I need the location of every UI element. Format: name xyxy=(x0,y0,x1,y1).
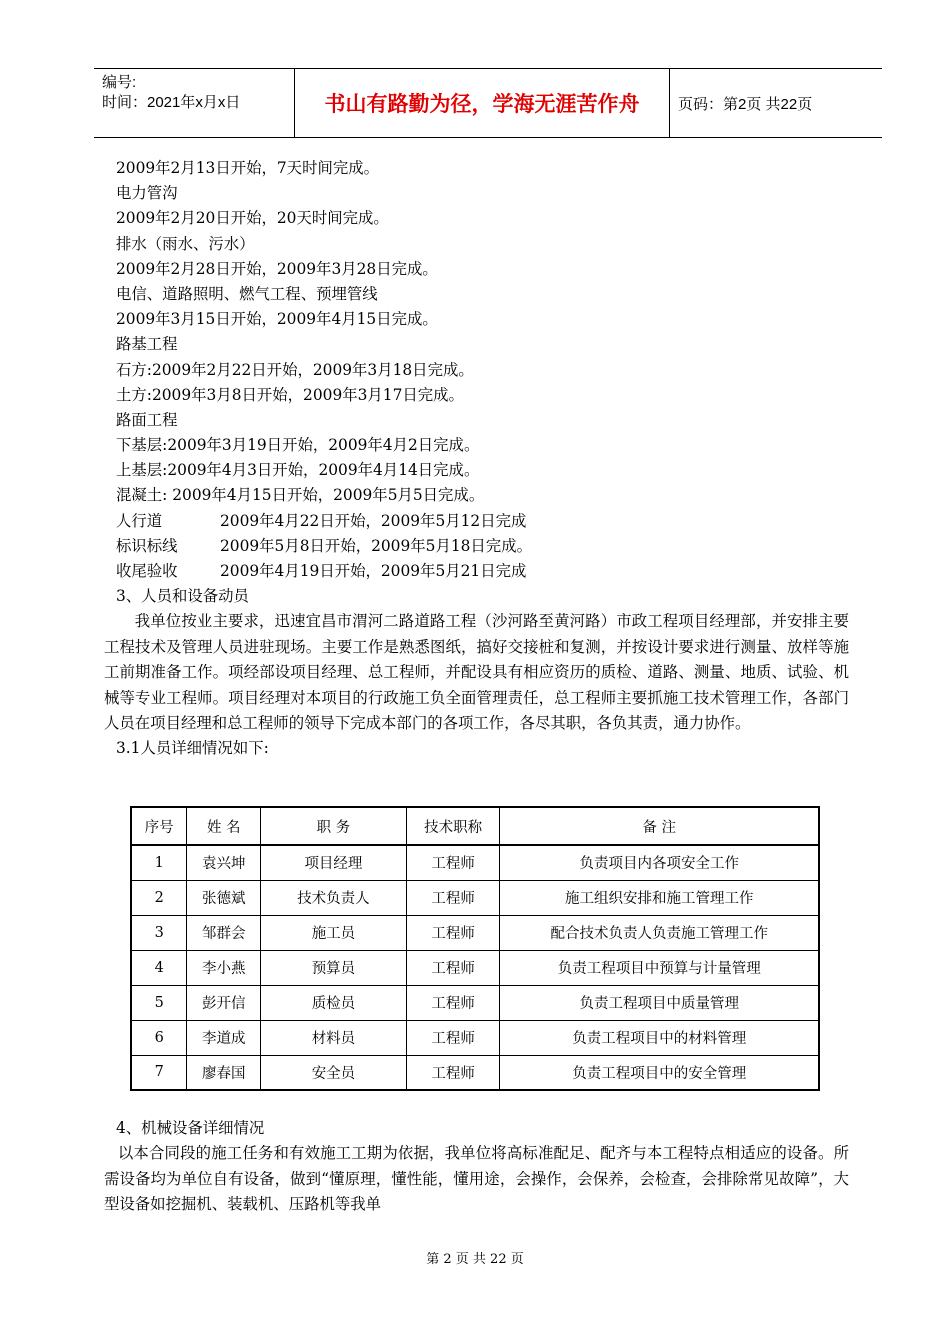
cell-name: 李道成 xyxy=(187,1020,261,1055)
schedule-line: 电信、道路照明、燃气工程、预埋管线 xyxy=(116,284,378,303)
cell-title: 工程师 xyxy=(406,880,500,915)
cell-name: 彭开信 xyxy=(187,985,261,1020)
cell-name: 袁兴坤 xyxy=(187,845,261,880)
sub-heading: 3.1人员详细情况如下: xyxy=(116,739,269,758)
cell-position: 施工员 xyxy=(261,915,407,950)
staff-table xyxy=(130,806,820,1091)
schedule-line: 混凝土: 2009年4月15日开始，2009年5月5日完成。 xyxy=(116,486,485,505)
schedule-item-text: 2009年4月22日开始，2009年5月12日完成 xyxy=(220,511,527,530)
cell-position: 安全员 xyxy=(261,1055,407,1090)
header-page-info: 页码：第2页 共22页 xyxy=(678,95,813,113)
cell-remarks: 负责工程项目中质量管理 xyxy=(500,985,819,1020)
cell-title: 工程师 xyxy=(406,950,500,985)
schedule-item-text: 2009年4月19日开始，2009年5月21日完成 xyxy=(220,562,527,580)
schedule-item xyxy=(104,509,849,534)
schedule-line: 2009年2月20日开始，20天时间完成。 xyxy=(116,209,389,228)
cell-name: 张德斌 xyxy=(187,880,261,915)
column-header-index: 序号 xyxy=(131,807,187,845)
document-number-label: 编号: xyxy=(102,74,137,91)
cell-index: 5 xyxy=(131,985,187,1020)
header-meta xyxy=(102,73,240,113)
header-motto: 书山有路勤为径，学海无涯苦作舟 xyxy=(324,92,640,116)
column-header-remarks: 备 注 xyxy=(500,807,819,845)
schedule-line: 下基层:2009年3月19日开始，2009年4月2日完成。 xyxy=(116,436,480,455)
page-header xyxy=(94,68,882,138)
cell-remarks: 负责项目内各项安全工作 xyxy=(500,845,819,880)
page-footer: 第 2 页 共 22 页 xyxy=(426,1252,524,1267)
cell-index: 6 xyxy=(131,1020,187,1055)
cell-position: 预算员 xyxy=(261,950,407,985)
schedule-line: 石方:2009年2月22日开始，2009年3月18日完成。 xyxy=(116,360,474,379)
schedule-line: 2009年2月13日开始，7天时间完成。 xyxy=(116,159,380,177)
schedule-item-label: 标识标线 xyxy=(116,536,178,555)
cell-name: 廖春国 xyxy=(187,1055,261,1090)
document-time-label: 时间：2021年x月x日 xyxy=(102,94,241,111)
cell-name: 邹群会 xyxy=(187,915,261,950)
schedule-line: 2009年2月28日开始，2009年3月28日完成。 xyxy=(116,259,438,278)
column-header-title: 技术职称 xyxy=(406,807,500,845)
cell-remarks: 负责工程项目中的安全管理 xyxy=(500,1055,819,1090)
schedule-item-label: 收尾验收 xyxy=(116,562,178,580)
table-row xyxy=(131,1055,819,1090)
schedule-line: 上基层:2009年4月3日开始，2009年4月14日完成。 xyxy=(116,461,480,480)
column-header-position: 职 务 xyxy=(261,807,407,845)
cell-title: 工程师 xyxy=(406,1020,500,1055)
cell-remarks: 配合技术负责人负责施工管理工作 xyxy=(500,915,819,950)
cell-position: 技术负责人 xyxy=(261,880,407,915)
cell-title: 工程师 xyxy=(406,915,500,950)
cell-index: 4 xyxy=(131,950,187,985)
schedule-line: 电力管沟 xyxy=(116,184,178,203)
table-row xyxy=(131,950,819,985)
document-body xyxy=(104,156,849,762)
header-divider xyxy=(669,69,670,137)
cell-title: 工程师 xyxy=(406,985,500,1020)
header-divider xyxy=(294,69,295,137)
schedule-item xyxy=(104,534,849,559)
cell-position: 质检员 xyxy=(261,985,407,1020)
cell-index: 3 xyxy=(131,915,187,950)
cell-remarks: 负责工程项目中预算与计量管理 xyxy=(500,950,819,985)
cell-title: 工程师 xyxy=(406,845,500,880)
cell-index: 1 xyxy=(131,845,187,880)
schedule-item-label: 人行道 xyxy=(116,511,163,530)
column-header-name: 姓 名 xyxy=(187,807,261,845)
cell-index: 7 xyxy=(131,1055,187,1090)
cell-index: 2 xyxy=(131,880,187,915)
table-row xyxy=(131,880,819,915)
schedule-line: 土方:2009年3月8日开始，2009年3月17日完成。 xyxy=(116,385,464,404)
section-4 xyxy=(104,1116,849,1217)
section-paragraph: 以本合同段的施工任务和有效施工工期为依据，我单位将高标准配足、配齐与本工程特点相适应的设备。所需设备均为单位自有设备，做到“懂原理，懂性能，懂用途，会操作，会保养，会检查，会排除常见故障”，大型设备如挖掘机、装载机、压路机等我单 xyxy=(104,1144,849,1213)
table-header-row xyxy=(131,807,819,845)
cell-remarks: 施工组织安排和施工管理工作 xyxy=(500,880,819,915)
section-heading: 4、机械设备详细情况 xyxy=(116,1119,265,1137)
schedule-line: 2009年3月15日开始，2009年4月15日完成。 xyxy=(116,310,438,329)
table-row xyxy=(131,1020,819,1055)
cell-remarks: 负责工程项目中的材料管理 xyxy=(500,1020,819,1055)
schedule-item xyxy=(104,559,849,584)
table-row xyxy=(131,985,819,1020)
section-paragraph: 我单位按业主要求，迅速宜昌市渭河二路道路工程（沙河路至黄河路）市政工程项目经理部，并安排主要工程技术及管理人员进驻现场。主要工作是熟悉图纸，搞好交接桩和复测，并按设计要求进行测量、放样等施工前期准备工作。项经部设项目经理、总工程师，并配设具有相应资历的质检、道路、测量、地质、试验、机械等专业工程师。项目经理对本项目的行政施工负全面管理责任，总工程师主要抓施工技术管理工作，各部门人员在项目经理和总工程师的领导下完成本部门的各项工作，各尽其职，各负其责，通力协作。 xyxy=(104,612,849,732)
cell-name: 李小燕 xyxy=(187,950,261,985)
schedule-line: 路面工程 xyxy=(116,410,178,429)
section-heading: 3、人员和设备动员 xyxy=(116,587,249,606)
schedule-line: 排水（雨水、污水） xyxy=(116,234,255,253)
table-row xyxy=(131,915,819,950)
cell-title: 工程师 xyxy=(406,1055,500,1090)
table-row xyxy=(131,845,819,880)
schedule-line: 路基工程 xyxy=(116,335,178,354)
cell-position: 材料员 xyxy=(261,1020,407,1055)
schedule-item-text: 2009年5月8日开始，2009年5月18日完成。 xyxy=(220,536,532,555)
cell-position: 项目经理 xyxy=(261,845,407,880)
